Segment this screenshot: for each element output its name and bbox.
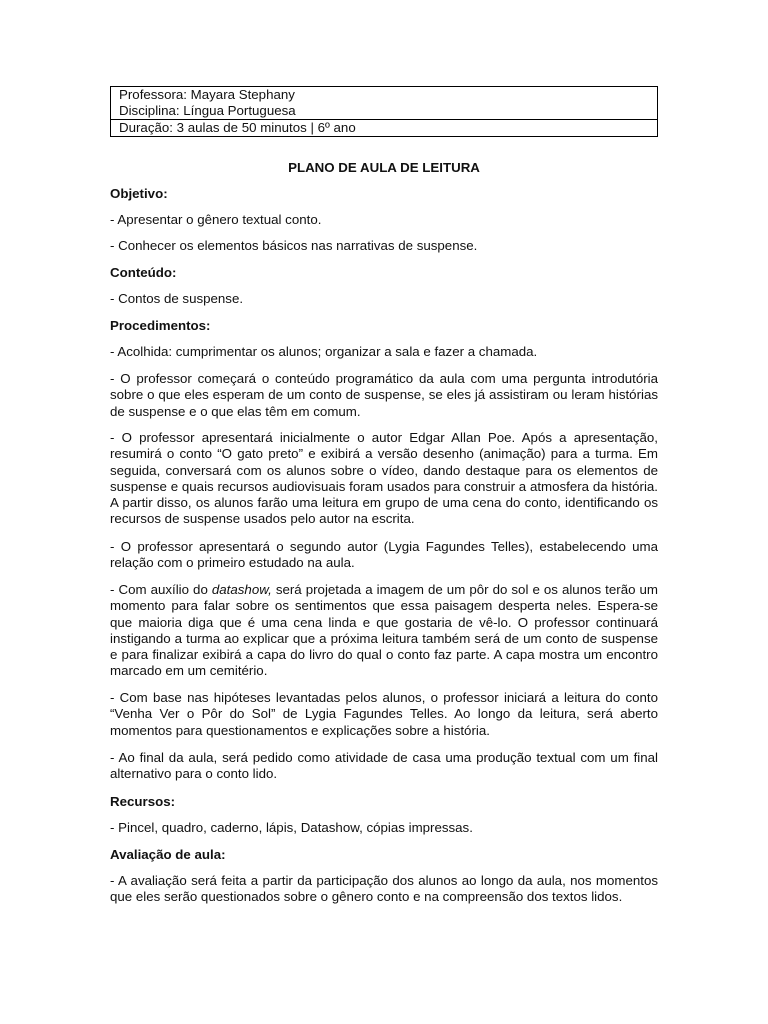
evaluation-heading [110, 847, 658, 862]
header-info-table [110, 86, 658, 137]
list-item: - Apresentar o gênero textual conto. [110, 212, 322, 227]
content-heading [110, 265, 658, 280]
section-heading: Conteúdo: [110, 265, 177, 280]
objective-item [110, 212, 658, 227]
evaluation-paragraph [110, 873, 658, 906]
objective-heading [110, 186, 658, 201]
procedure-paragraph [110, 750, 658, 783]
paragraph: - O professor começará o conteúdo programático da aula com uma pergunta introdutória sobre o que eles esperam de um conto de suspense, se eles já assistiram ou leram histórias de suspense e o que elas têm em comum. [110, 371, 658, 419]
procedures-heading [110, 318, 658, 333]
paragraph-text: - Com auxílio do [110, 582, 212, 597]
procedure-paragraph [110, 344, 658, 360]
paragraph: - O professor apresentará o segundo autor (Lygia Fagundes Telles), estabelecendo uma relação com o primeiro estudado na aula. [110, 539, 658, 571]
procedure-paragraph [110, 430, 658, 528]
procedure-paragraph [110, 539, 658, 572]
procedure-paragraph [110, 690, 658, 739]
list-item: - Contos de suspense. [110, 291, 244, 306]
paragraph: - O professor apresentará inicialmente o autor Edgar Allan Poe. Após a apresentação, resumirá o conto “O gato preto” e exibirá a versão desenho (animação) para a turma. Em seguida, conversará com os alunos sobre o vídeo, dando destaque para os elementos de suspense e quais recursos audiovisuais foram usados para construir a atmosfera da história. A partir disso, os alunos farão uma leitura em grupo de uma cena do conto, identificando os recursos de suspense usados pelo autor na escrita. [110, 430, 658, 527]
duration-line: Duração: 3 aulas de 50 minutos | 6º ano [111, 119, 657, 136]
procedure-paragraph [110, 582, 658, 680]
section-heading: Recursos: [110, 794, 176, 809]
content-item [110, 291, 658, 306]
procedure-paragraph [110, 371, 658, 420]
list-item: - Pincel, quadro, caderno, lápis, Datashow, cópias impressas. [110, 820, 473, 835]
resources-item [110, 820, 658, 835]
section-heading: Procedimentos: [110, 318, 211, 333]
objective-item [110, 238, 658, 253]
datashow-term: datashow, [211, 582, 272, 597]
resources-heading [110, 794, 658, 809]
page-title: PLANO DE AULA DE LEITURA [288, 160, 480, 175]
professor-line: Professora: Mayara Stephany [119, 87, 295, 102]
paragraph: - Com base nas hipóteses levantadas pelos alunos, o professor iniciará a leitura do conto “Venha Ver o Pôr do Sol” de Lygia Fagundes Telles. Ao longo da leitura, será aberto momentos para questionamentos e explicações sobre a história. [110, 690, 658, 738]
section-heading: Avaliação de aula: [110, 847, 226, 862]
paragraph-text: será projetada a imagem de um pôr do sol e os alunos terão um momento para falar sobre os sentimentos que essa paisagem desperta neles. Espera-se que maioria diga que é uma cena linda e que gostaria de vê-lo. O professor continuará instigando a turma ao explicar que a próxima leitura também será de um conto de suspense e para finalizar exibirá a capa do livro do qual o conto faz parte. A capa mostra um encontro marcado em um cemitério. [110, 582, 658, 679]
paragraph: - Acolhida: cumprimentar os alunos; organizar a sala e fazer a chamada. [110, 344, 538, 359]
paragraph [110, 582, 658, 680]
paragraph: - A avaliação será feita a partir da participação dos alunos ao longo da aula, nos momentos que eles serão questionados sobre o gênero conto e na compreensão dos textos lidos. [110, 873, 658, 905]
section-heading: Objetivo: [110, 186, 168, 201]
discipline-line: Disciplina: Língua Portuguesa [119, 103, 296, 118]
paragraph: - Ao final da aula, será pedido como atividade de casa uma produção textual com um final alternativo para o conto lido. [110, 750, 658, 782]
list-item: - Conhecer os elementos básicos nas narrativas de suspense. [110, 238, 478, 253]
